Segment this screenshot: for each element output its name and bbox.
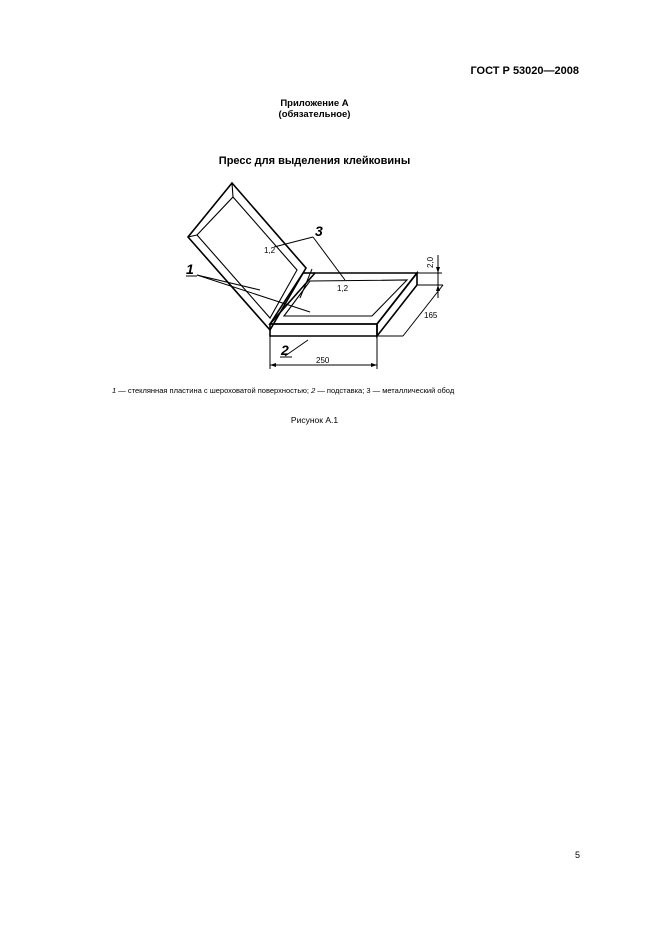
dim-thickness-bottom: 1,2: [337, 284, 349, 293]
document-code: ГОСТ Р 53020—2008: [470, 65, 579, 77]
leader-1b: [197, 275, 310, 312]
dim-length-label: 250: [316, 356, 330, 365]
callout-3: 3: [315, 223, 323, 239]
figure-title: Пресс для выделения клейковины: [218, 155, 411, 167]
dim-height-label: 2,0: [426, 256, 435, 268]
legend-text-1: — стеклянная пластина с шероховатой поверхностью;: [116, 386, 312, 395]
dim-width-label: 165: [424, 311, 438, 320]
figure-caption: Рисунок А.1: [290, 415, 339, 425]
dim-thickness-top: 1,2: [264, 246, 276, 255]
appendix-status: (обязательное): [278, 109, 351, 120]
lid-frame: [188, 183, 306, 330]
base-front: [270, 324, 377, 336]
page-number: 5: [575, 850, 581, 860]
lid-glass: [197, 197, 297, 318]
leader-1a: [197, 275, 260, 290]
appendix-title: Приложение А: [280, 98, 349, 109]
legend-num-1: 1: [112, 386, 117, 395]
callout-1: 1: [186, 261, 194, 277]
legend-text-2: — подставка; 3 — металлический обод: [315, 386, 455, 395]
callout-2: 2: [281, 342, 289, 358]
legend-num-2: 2: [311, 386, 316, 395]
figure-legend: [112, 386, 454, 395]
